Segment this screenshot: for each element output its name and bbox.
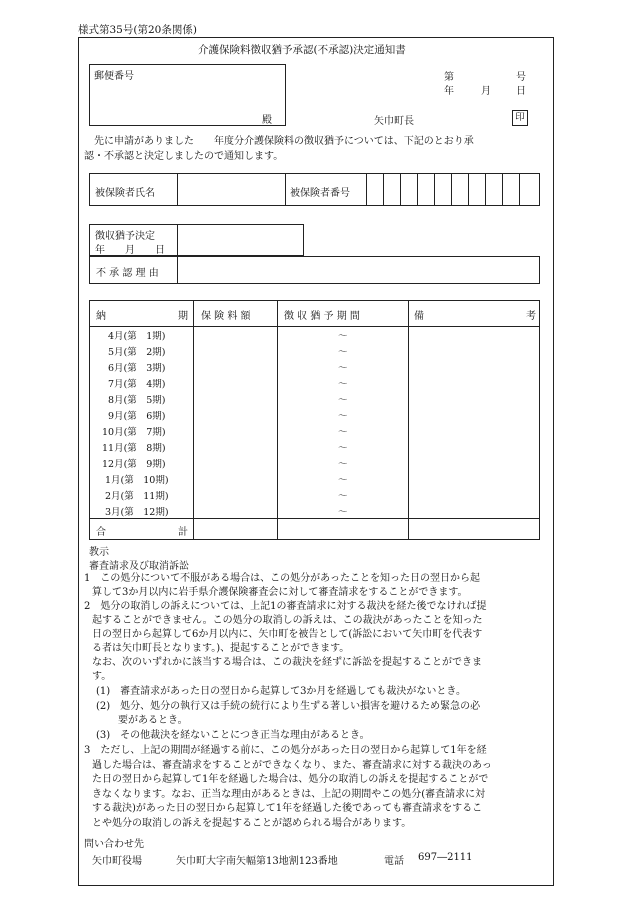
header-note-right: 考 (526, 311, 536, 322)
contact-office: 矢巾町役場 (92, 856, 142, 867)
row-label: 6月(第 3期) (108, 363, 166, 374)
notice-heading: 教示 (89, 547, 109, 558)
row-tilde: ～ (338, 395, 348, 406)
header-period-right: 期 (178, 311, 188, 322)
decision-date-label-1: 徴収猶予決定 (95, 231, 155, 242)
row-tilde: ～ (338, 443, 348, 454)
row-label: 9月(第 6期) (108, 411, 166, 422)
reason-label: 不 承 認 理 由 (96, 268, 159, 279)
header-note-left: 備 (414, 311, 424, 322)
date-year: 年 (444, 86, 454, 97)
row-label: 5月(第 2期) (108, 347, 166, 358)
header-amount: 保 険 料 額 (201, 311, 251, 322)
row-label: 3月(第 12期) (105, 507, 169, 518)
doc-number-dai: 第 (444, 72, 454, 83)
notice-line: 2 処分の取消しの訴えについては、上記1の審査請求に対する裁決を経た後でなければ提 (84, 601, 487, 612)
row-tilde: ～ (338, 347, 348, 358)
row-tilde: ～ (338, 363, 348, 374)
postal-label: 郵便番号 (94, 71, 134, 82)
issuer-mayor: 矢巾町長 (374, 116, 414, 127)
notice-line: なお、次のいずれかに該当する場合は、この裁決を経ずに訴訟を提起することができま (92, 657, 482, 668)
contact-heading: 問い合わせ先 (84, 839, 144, 850)
notice-line: 起することができません。この処分の取消しの訴えは、この裁決があったことを知った (92, 615, 483, 626)
row-label: 11月(第 8期) (102, 443, 166, 454)
document-title: 介護保険料徴収猶予承認(不承認)決定通知書 (198, 44, 406, 56)
notice-line: とや処分の取消しの訴えを提起することが認められる場合があります。 (92, 818, 412, 829)
row-label: 1月(第 10期) (105, 475, 169, 486)
seal-mark: 印 (512, 110, 528, 126)
date-day: 日 (516, 86, 526, 97)
notice-line: 日の翌日から起算して6か月以内に、矢巾町を被告として(訴訟において矢巾町を代表す (92, 629, 483, 640)
notice-line: 3 ただし、上記の期間が経過する前に、この処分があった日の翌日から起算して1年を経 (84, 745, 487, 756)
row-tilde: ～ (338, 459, 348, 470)
row-tilde: ～ (338, 411, 348, 422)
notice-line: す。 (92, 671, 112, 682)
contact-phone: 697―2111 (418, 852, 473, 863)
row-label: 8月(第 5期) (108, 395, 166, 406)
notice-line: (1) 審査請求があった日の翌日から起算して3か月を経過しても裁決がないとき。 (96, 686, 467, 697)
insured-number-label: 被保険者番号 (290, 188, 350, 199)
header-period-left: 納 (96, 311, 106, 322)
row-tilde: ～ (338, 507, 348, 518)
row-tilde: ～ (338, 331, 348, 342)
row-tilde: ～ (338, 379, 348, 390)
row-label: 7月(第 4期) (108, 379, 166, 390)
notice-line: (2) 処分、処分の執行又は手続の続行により生ずる著しい損害を避けるため緊急の必 (96, 701, 481, 712)
decision-date-label-2: 年 月 日 (95, 245, 165, 256)
insured-name-label: 被保険者氏名 (95, 188, 155, 199)
row-tilde: ～ (338, 491, 348, 502)
header-span: 徴 収 猶 予 期 間 (284, 311, 360, 322)
contact-phone-label: 電話 (384, 856, 404, 867)
notice-line: きなくなります。なお、正当な理由があるときは、上記の期間やこの処分(審査請求に対 (92, 789, 486, 800)
date-month: 月 (481, 86, 491, 97)
row-label: 12月(第 9期) (102, 459, 166, 470)
notice-subheading: 審査請求及び取消訴訟 (89, 561, 189, 572)
total-left: 合 (96, 527, 106, 538)
notice-line: 要があるとき。 (118, 715, 188, 726)
addressee-suffix: 殿 (262, 115, 272, 126)
notice-line: する裁決)があった日の翌日から起算して1年を経過した後であっても審査請求をするこ (92, 803, 483, 814)
notice-line: た日の翌日から起算して1年を経過した場合は、処分の取消しの訴えを提起することがで (92, 774, 489, 785)
doc-number-go: 号 (516, 72, 526, 83)
notice-line: 算して3か月以内に岩手県介護保険審査会に対して審査請求をすることができます。 (92, 587, 468, 598)
intro-line-1: 先に申請がありました 年度分介護保険料の徴収猶予については、下記のとおり承 (94, 136, 474, 147)
intro-line-2: 認・不承認と決定しましたので通知します。 (84, 151, 284, 162)
contact-address: 矢巾町大字南矢幅第13地割123番地 (176, 856, 338, 867)
row-tilde: ～ (338, 475, 348, 486)
form-number: 様式第35号(第20条関係) (78, 24, 197, 36)
notice-line: る者は矢巾町長となります。)、提起することができます。 (92, 643, 350, 654)
notice-line: (3) その他裁決を経ないことにつき正当な理由があるとき。 (96, 730, 370, 741)
total-right: 計 (178, 527, 188, 538)
notice-line: 1 この処分について不服がある場合は、この処分があったことを知った日の翌日から起 (84, 573, 481, 584)
row-label: 4月(第 1期) (108, 331, 166, 342)
row-label: 2月(第 11期) (105, 491, 169, 502)
notice-line: 過した場合は、審査請求をすることができなくなり、また、審査請求に対する裁決のあっ (92, 760, 492, 771)
row-label: 10月(第 7期) (102, 427, 166, 438)
row-tilde: ～ (338, 427, 348, 438)
